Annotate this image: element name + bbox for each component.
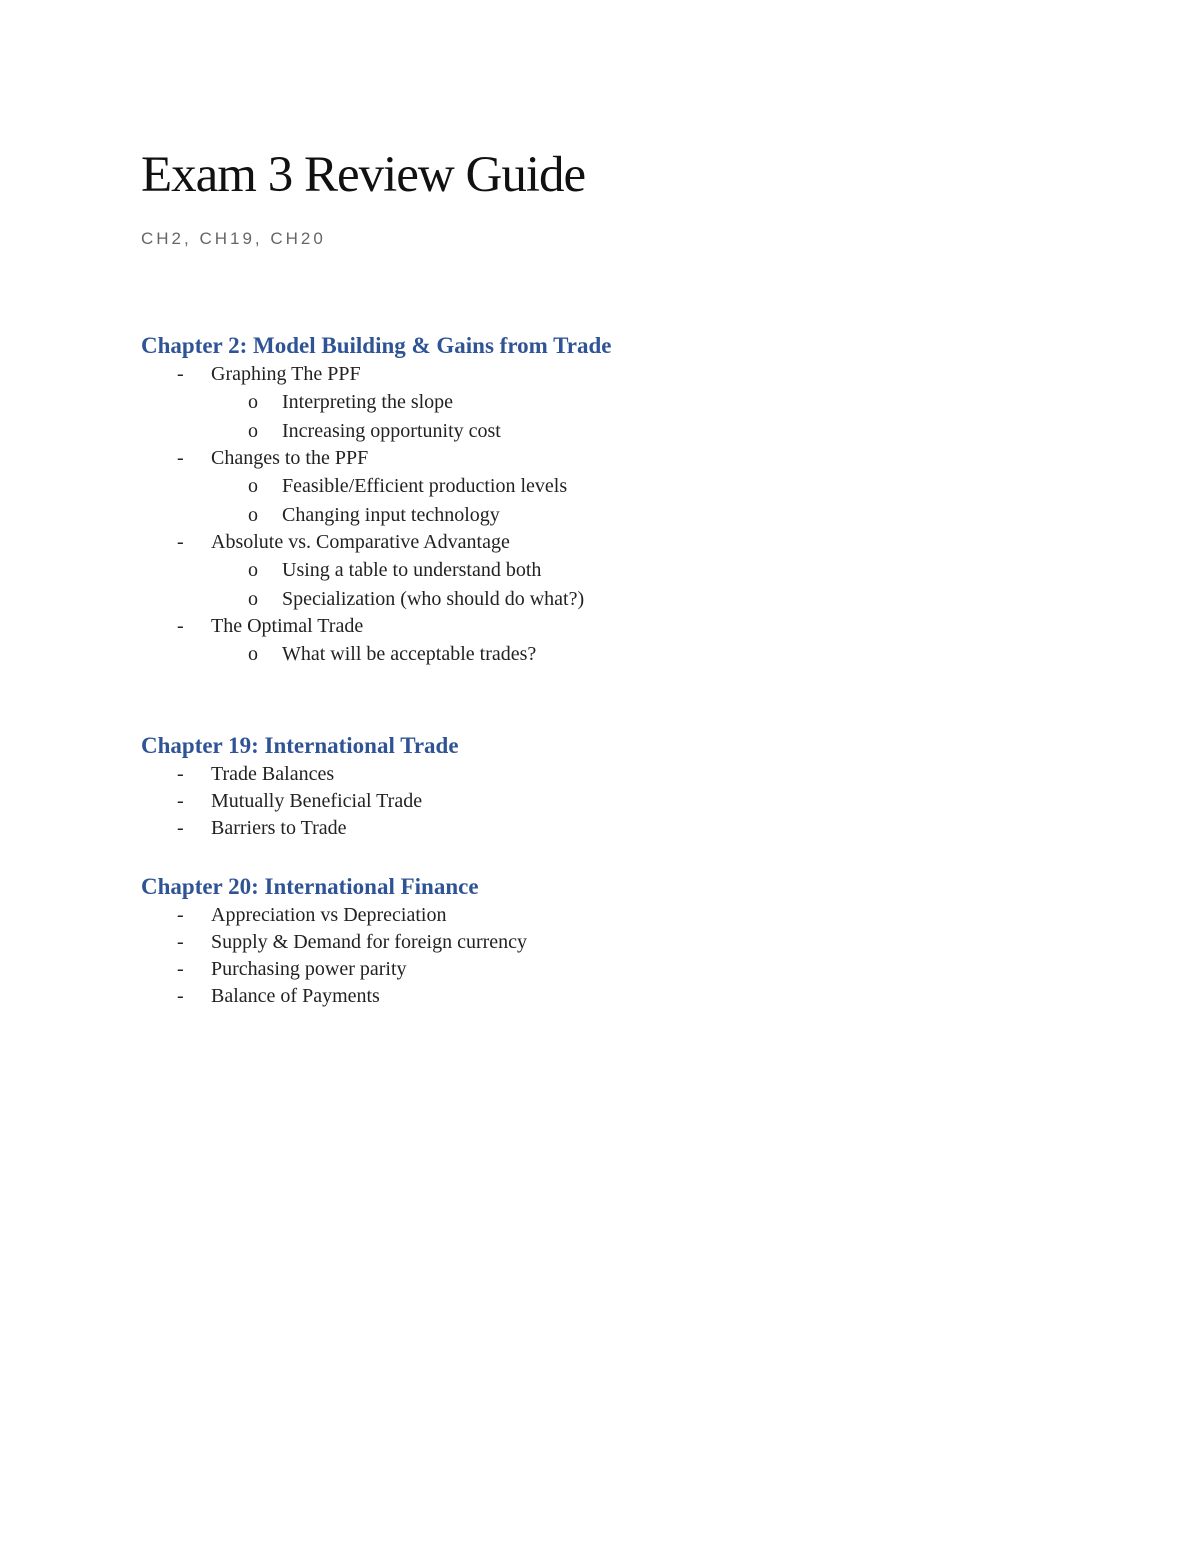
dash-bullet: - xyxy=(177,790,184,812)
sub-list-item-label: Increasing opportunity cost xyxy=(282,419,501,442)
list-item-label: Purchasing power parity xyxy=(211,958,407,980)
circle-bullet: o xyxy=(248,475,258,497)
list-item xyxy=(141,956,527,983)
sub-list-item-label: Specialization (who should do what?) xyxy=(282,587,585,610)
dash-bullet: - xyxy=(177,531,184,553)
chapter-19-heading: Chapter 19: International Trade xyxy=(141,733,459,758)
list-item xyxy=(141,613,611,669)
list-item xyxy=(141,929,527,956)
sub-list xyxy=(211,640,611,669)
document-subtitle: CH2, CH19, CH20 xyxy=(141,229,326,248)
circle-bullet: o xyxy=(248,643,258,665)
dash-bullet: - xyxy=(177,817,184,839)
list-item-label: Trade Balances xyxy=(211,763,335,785)
list-item xyxy=(141,445,611,529)
sub-list xyxy=(211,472,611,529)
dash-bullet: - xyxy=(177,363,184,385)
dash-bullet: - xyxy=(177,615,184,637)
sub-list-item-label: Changing input technology xyxy=(282,503,500,526)
list-item-label: Balance of Payments xyxy=(211,985,380,1007)
sub-list-item xyxy=(211,640,611,669)
list-item-label: The Optimal Trade xyxy=(211,615,364,637)
chapter-20-list xyxy=(141,902,527,1010)
list-item-label: Absolute vs. Comparative Advantage xyxy=(211,531,510,553)
sub-list-item-label: Using a table to understand both xyxy=(282,559,542,581)
list-item-label: Appreciation vs Depreciation xyxy=(211,904,447,926)
circle-bullet: o xyxy=(248,503,258,526)
chapter-19-list xyxy=(141,761,459,842)
chapter-2-section xyxy=(141,331,611,669)
list-item xyxy=(141,761,459,788)
sub-list-item xyxy=(211,556,611,585)
list-item xyxy=(141,361,611,445)
chapter-20-section xyxy=(141,872,527,1010)
sub-list-item-label: What will be acceptable trades? xyxy=(282,643,537,665)
list-item-label: Graphing The PPF xyxy=(211,363,361,385)
list-item xyxy=(141,902,527,929)
sub-list-item xyxy=(211,417,611,446)
list-item-label: Mutually Beneficial Trade xyxy=(211,790,423,812)
chapter-2-heading: Chapter 2: Model Building & Gains from Trade xyxy=(141,333,612,358)
dash-bullet: - xyxy=(177,447,184,469)
list-item xyxy=(141,815,459,842)
circle-bullet: o xyxy=(248,391,258,413)
list-item xyxy=(141,529,611,613)
dash-bullet: - xyxy=(177,931,184,953)
list-item-label: Supply & Demand for foreign currency xyxy=(211,931,528,953)
list-item xyxy=(141,788,459,815)
dash-bullet: - xyxy=(177,904,184,926)
dash-bullet: - xyxy=(177,985,184,1007)
chapter-19-section xyxy=(141,731,459,842)
sub-list-item xyxy=(211,388,611,417)
list-item-label: Barriers to Trade xyxy=(211,817,347,839)
circle-bullet: o xyxy=(248,419,258,442)
sub-list-item xyxy=(211,585,611,614)
sub-list-item xyxy=(211,472,611,501)
document-page xyxy=(141,140,1041,1007)
circle-bullet: o xyxy=(248,587,258,610)
sub-list xyxy=(211,556,611,613)
chapter-2-list xyxy=(141,361,611,669)
list-item xyxy=(141,983,527,1010)
dash-bullet: - xyxy=(177,763,184,785)
dash-bullet: - xyxy=(177,958,184,980)
sub-list-item-label: Feasible/Efficient production levels xyxy=(282,475,568,497)
sub-list-item xyxy=(211,501,611,530)
sub-list-item-label: Interpreting the slope xyxy=(282,391,454,413)
list-item-label: Changes to the PPF xyxy=(211,447,369,469)
circle-bullet: o xyxy=(248,559,258,581)
chapter-20-heading: Chapter 20: International Finance xyxy=(141,874,479,899)
document-title: Exam 3 Review Guide xyxy=(141,147,586,203)
sub-list xyxy=(211,388,611,445)
